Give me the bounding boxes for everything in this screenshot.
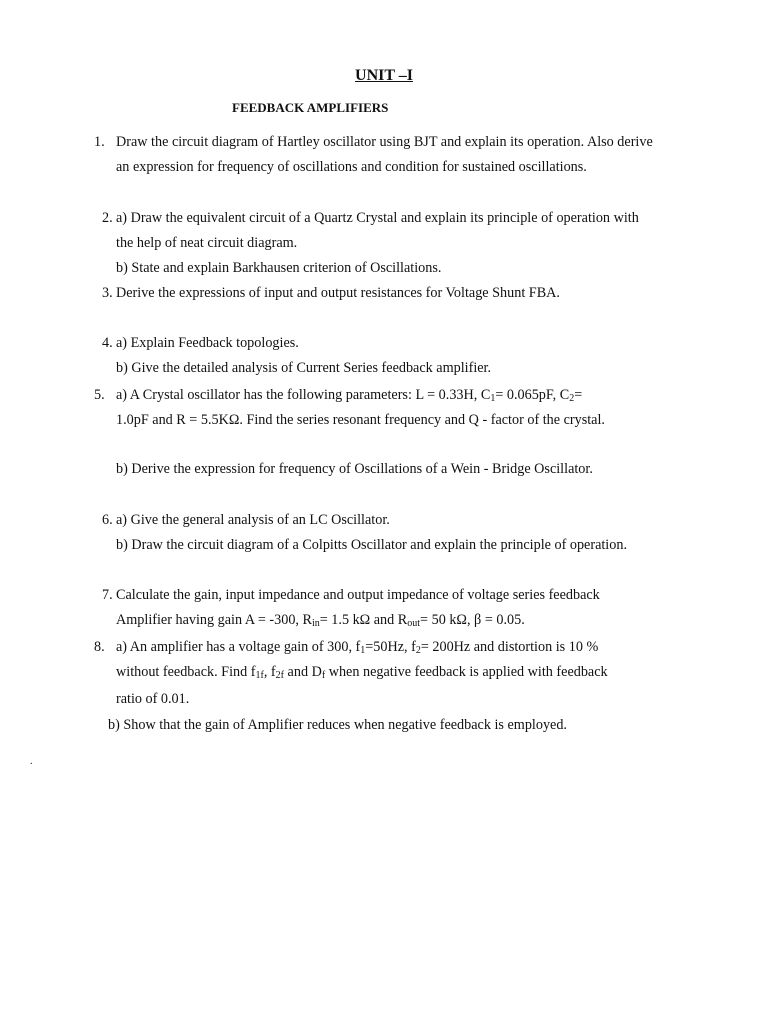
q8-sub-2: 2 [415,645,421,656]
question-5-line-2: 1.0pF and R = 5.5KΩ. Find the series resonant frequency and Q - factor of the crystal. [116,412,605,428]
q8-sub-f: f [321,670,326,681]
question-4-line-1: a) Explain Feedback topologies. [116,335,299,351]
q5-sub-2: 2 [569,393,575,404]
question-number-5: 5. [94,387,105,403]
question-2-line-2: the help of neat circuit diagram. [116,235,298,251]
question-6-line-1: a) Give the general analysis of an LC Oscillator. [116,512,390,528]
question-2-line-3: b) State and explain Barkhausen criterion of Oscillations. [116,260,442,276]
q8-text-g: when negative feedback is applied with feedback [325,664,608,680]
question-7-line-1: Calculate the gain, input impedance and output impedance of voltage series feedback [116,587,600,603]
q8-text-f: and D [284,664,322,680]
q8-text-c: = 200Hz and distortion is 10 % [420,639,599,655]
question-number-8: 8. [94,639,105,655]
unit-title: UNIT –I [355,67,413,84]
question-number-7: 7. [102,587,113,603]
question-3-line-1: Derive the expressions of input and output resistances for Voltage Shunt FBA. [116,285,560,301]
question-number-3: 3. [102,285,113,301]
q5-text-b: = 0.065pF, C [495,387,570,403]
question-number-2: 2. [102,210,113,226]
question-8-line-4: b) Show that the gain of Amplifier reduces when negative feedback is employed. [108,717,567,733]
q5-text-a: a) A Crystal oscillator has the following parameters: L = 0.33H, C [116,387,491,403]
question-5-line-3: b) Derive the expression for frequency of Oscillations of a Wein - Bridge Oscillator. [116,461,593,477]
q8-sub-2f: 2f [275,670,284,681]
q8-text-a: a) An amplifier has a voltage gain of 300, f [116,639,361,655]
question-6-line-2: b) Draw the circuit diagram of a Colpitts Oscillator and explain the principle of operation. [116,537,627,553]
q8-text-d: without feedback. Find f [116,664,256,680]
q8-text-b: =50Hz, f [365,639,416,655]
q8-sub-1: 1 [360,645,366,656]
q7-text-a: Amplifier having gain A = -300, R [116,612,312,628]
q7-text-b: = 1.5 kΩ and R [319,612,408,628]
question-8-line-1 [116,638,598,656]
question-number-6: 6. [102,512,113,528]
q8-sub-1f: 1f [255,670,264,681]
stray-mark: . [30,756,33,767]
q7-text-c: = 50 kΩ, β = 0.05. [420,612,525,628]
question-2-line-1: a) Draw the equivalent circuit of a Quartz Crystal and explain its principle of operation with [116,210,639,226]
question-number-4: 4. [102,335,113,351]
question-7-line-2 [116,611,525,629]
q5-sub-1: 1 [490,393,496,404]
question-number-1: 1. [94,134,105,150]
question-1-line-1: Draw the circuit diagram of Hartley oscillator using BJT and explain its operation. Also derive [116,134,653,150]
question-8-line-3: ratio of 0.01. [116,691,190,707]
section-title: FEEDBACK AMPLIFIERS [232,100,389,115]
question-1-line-2: an expression for frequency of oscillations and condition for sustained oscillations. [116,159,587,175]
question-5-line-1 [116,386,582,404]
question-4-line-2: b) Give the detailed analysis of Current Series feedback amplifier. [116,360,492,376]
q8-text-e: , f [263,664,276,680]
q7-sub-in: in [311,618,320,629]
q7-sub-out: out [407,618,421,629]
question-8-line-2 [116,663,608,681]
q5-text-c: = [574,387,583,403]
